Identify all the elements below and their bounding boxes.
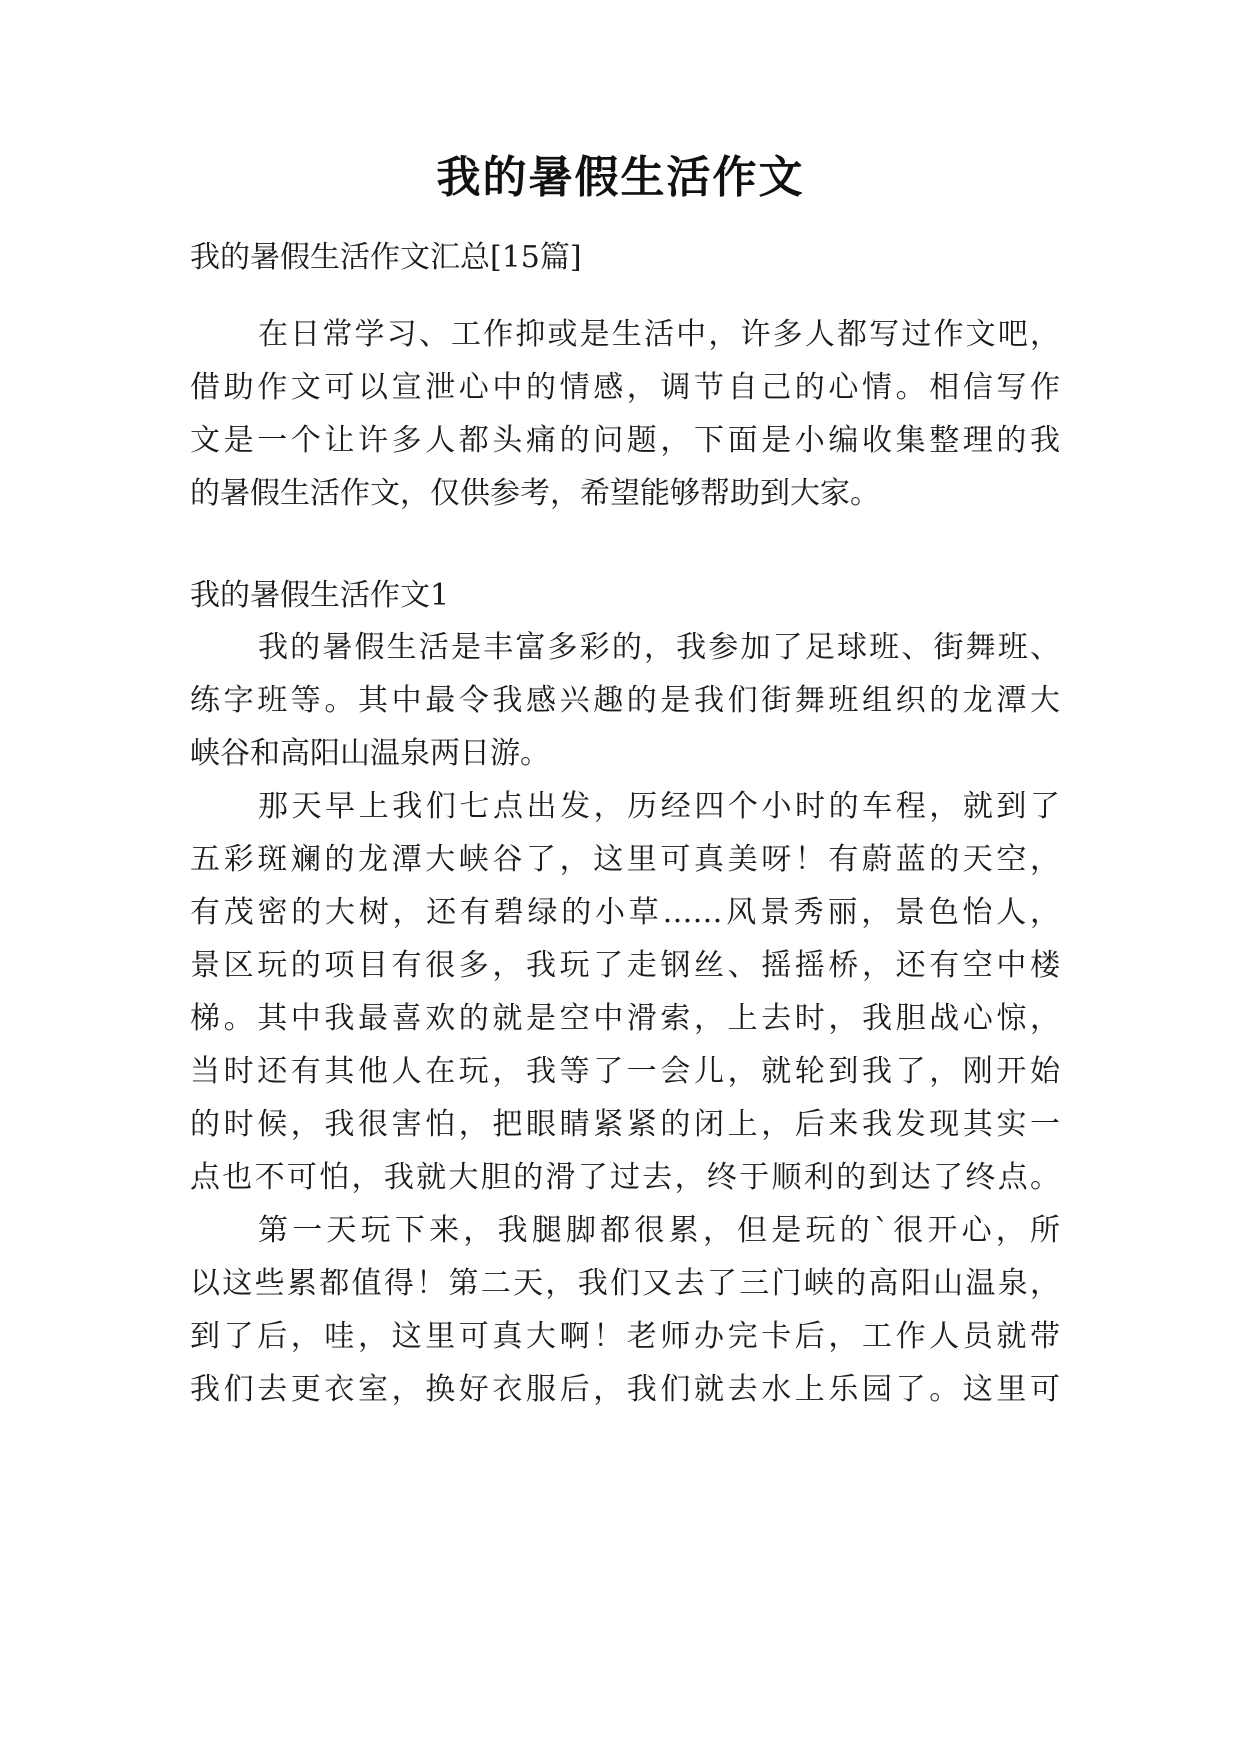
paragraph-line: 五彩斑斓的龙潭大峡谷了，这里可真美呀！有蔚蓝的天空， (190, 842, 1060, 877)
paragraph-line: 的暑假生活作文，仅供参考，希望能够帮助到大家。 (190, 476, 880, 511)
paragraph-line: 景区玩的项目有很多，我玩了走钢丝、摇摇桥，还有空中楼 (190, 948, 1060, 983)
paragraph-line: 的时候，我很害怕，把眼睛紧紧的闭上，后来我发现其实一 (190, 1107, 1060, 1142)
section-heading: 我的暑假生活作文1 (190, 578, 450, 613)
paragraph-line: 我们去更衣室，换好衣服后，我们就去水上乐园了。这里可 (190, 1372, 1060, 1407)
document-title: 我的暑假生活作文 (436, 152, 805, 203)
paragraph-line: 到了后，哇，这里可真大啊！老师办完卡后，工作人员就带 (190, 1319, 1060, 1354)
paragraph-line: 我的暑假生活是丰富多彩的，我参加了足球班、街舞班、 (258, 630, 1060, 665)
paragraph-line: 以这些累都值得！第二天，我们又去了三门峡的高阳山温泉， (190, 1266, 1060, 1301)
paragraph-line: 第一天玩下来，我腿脚都很累，但是玩的`很开心，所 (258, 1213, 1060, 1248)
paragraph-line: 梯。其中我最喜欢的就是空中滑索，上去时，我胆战心惊， (190, 1001, 1060, 1036)
paragraph-line: 点也不可怕，我就大胆的滑了过去，终于顺利的到达了终点。 (190, 1160, 1060, 1195)
paragraph-line: 峡谷和高阳山温泉两日游。 (190, 736, 550, 771)
collection-heading: 我的暑假生活作文汇总[15篇] (190, 240, 582, 275)
paragraph-line: 在日常学习、工作抑或是生活中，许多人都写过作文吧， (258, 317, 1060, 352)
paragraph-line: 当时还有其他人在玩，我等了一会儿，就轮到我了，刚开始 (190, 1054, 1060, 1089)
paragraph-line: 文是一个让许多人都头痛的问题，下面是小编收集整理的我 (190, 423, 1060, 458)
paragraph-line: 那天早上我们七点出发，历经四个小时的车程，就到了 (258, 789, 1060, 824)
paragraph-line: 有茂密的大树，还有碧绿的小草……风景秀丽，景色怡人， (190, 895, 1060, 930)
paragraph-line: 练字班等。其中最令我感兴趣的是我们街舞班组织的龙潭大 (190, 683, 1060, 718)
paragraph-line: 借助作文可以宣泄心中的情感，调节自己的心情。相信写作 (190, 370, 1060, 405)
